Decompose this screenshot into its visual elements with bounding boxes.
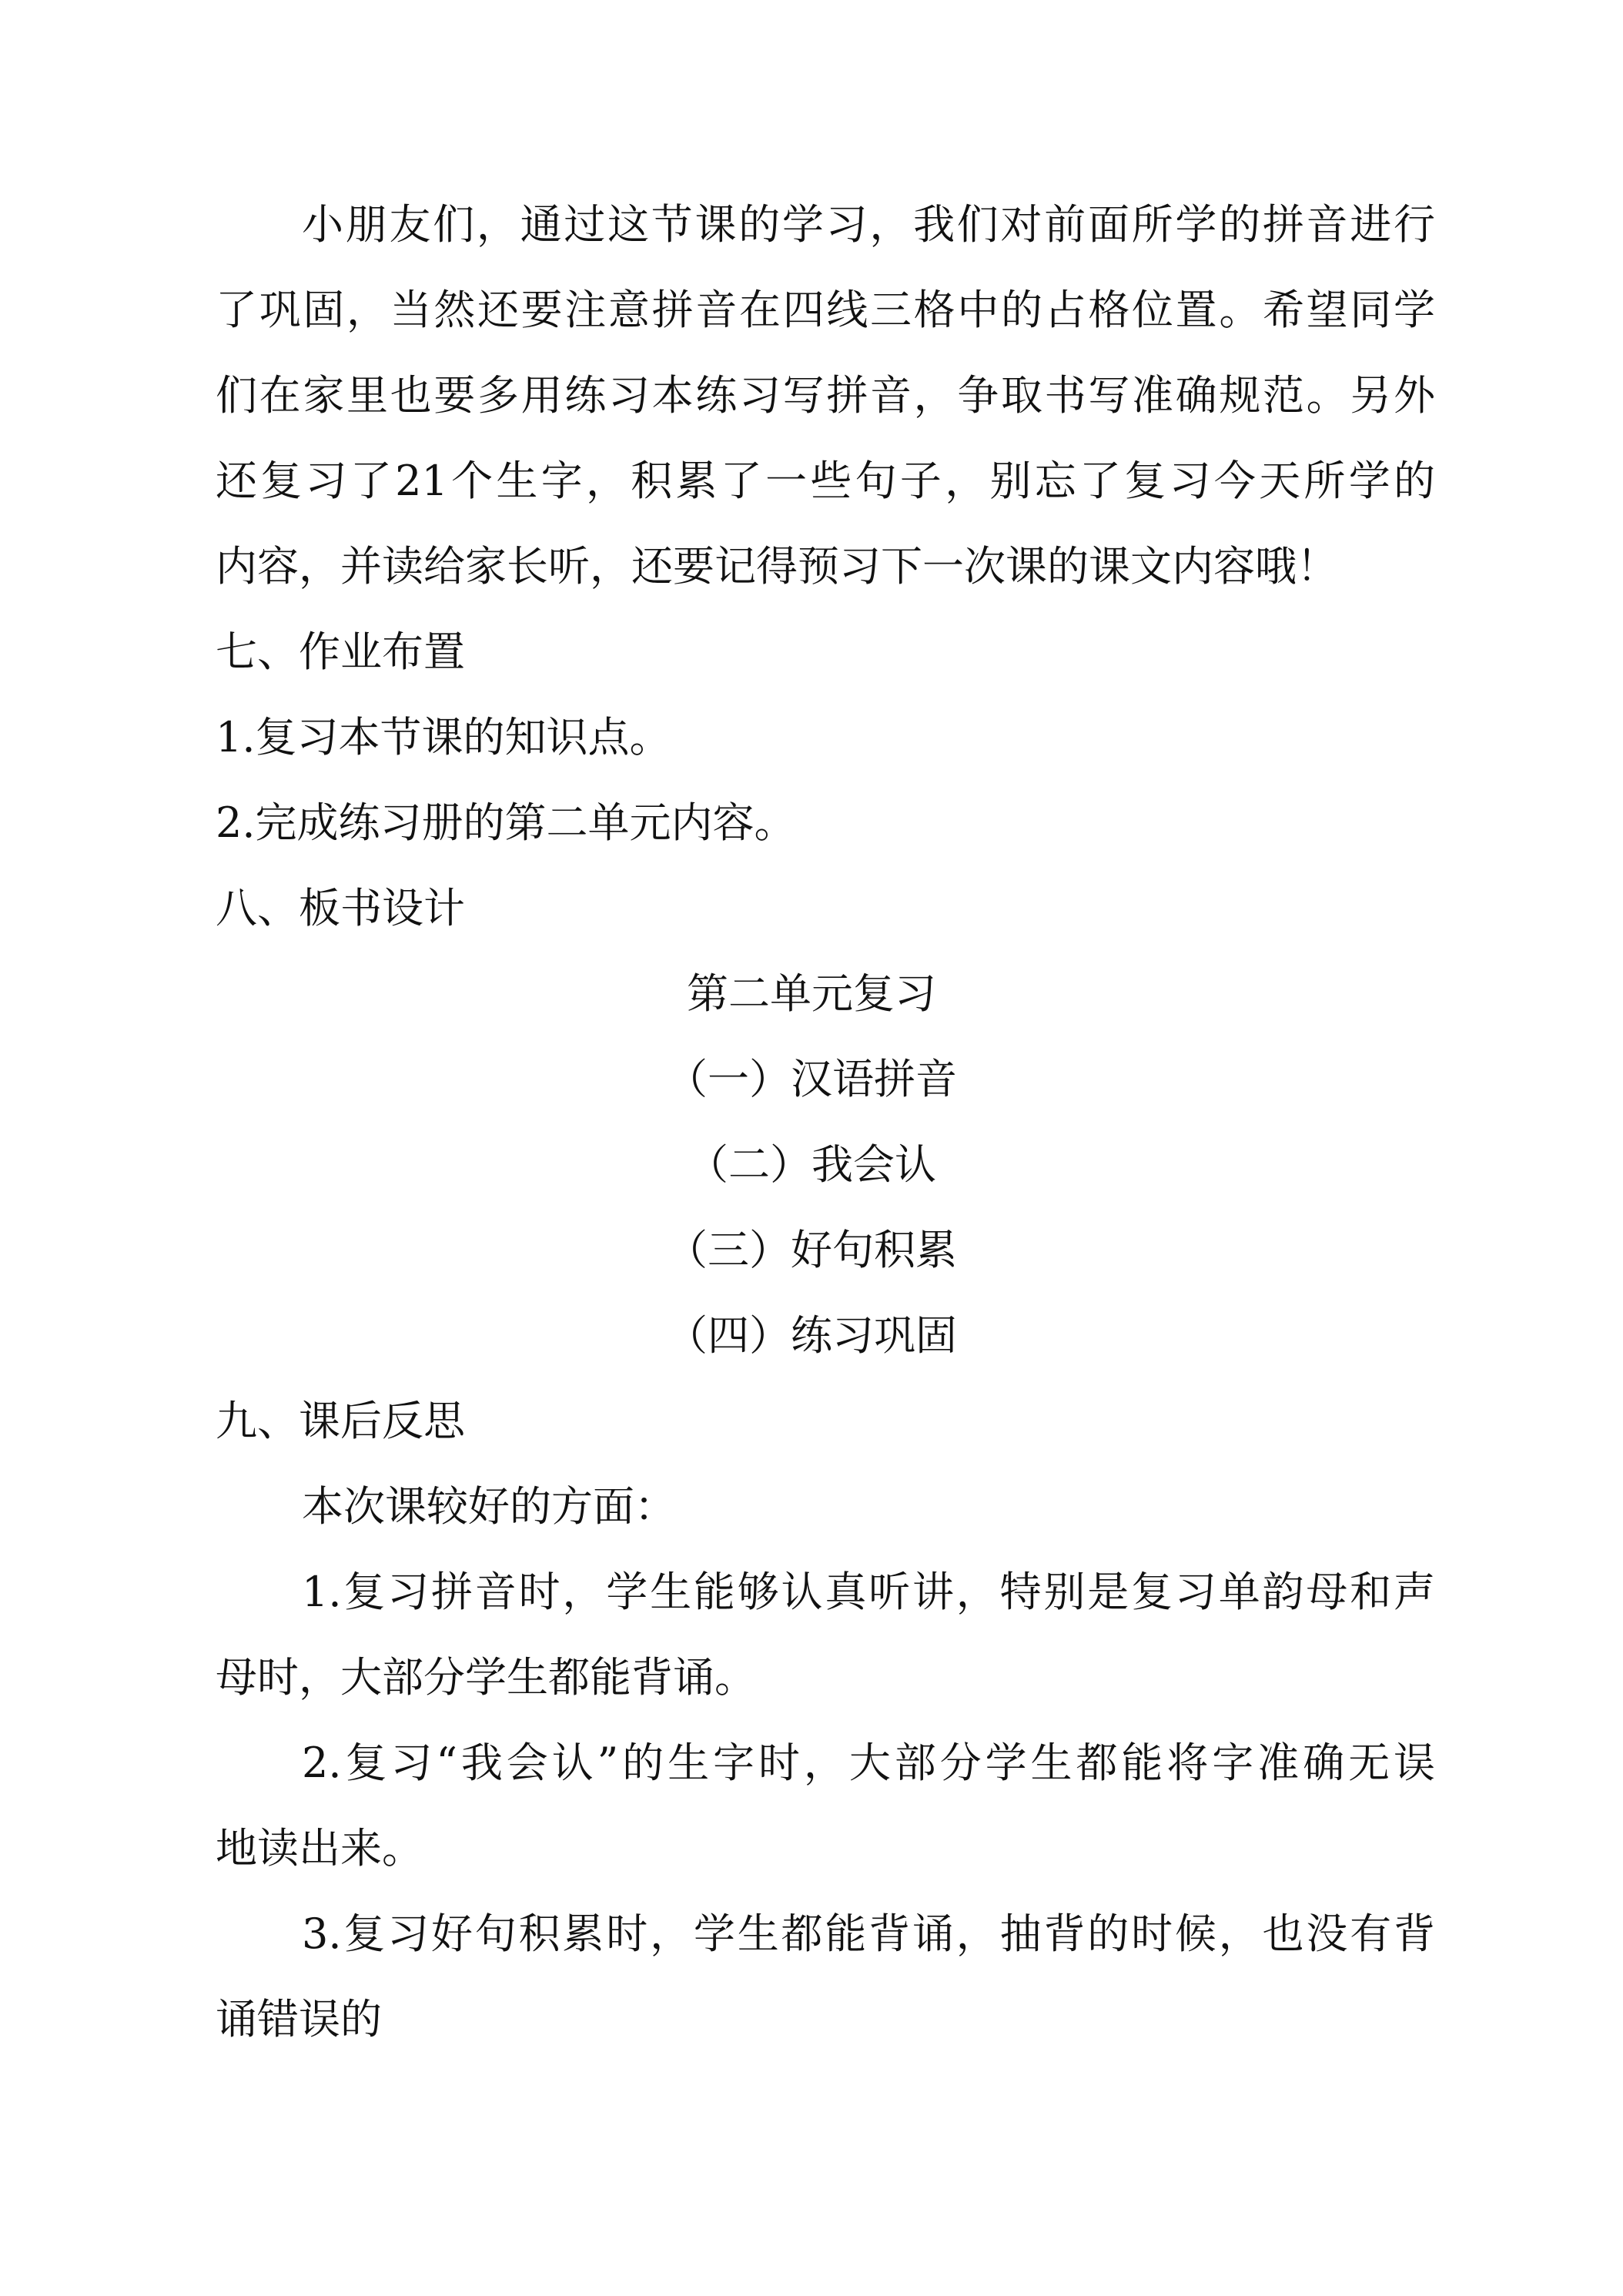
paragraph-line: 小朋友们，通过这节课的学习，我们对前面所学的拼音进行: [302, 200, 1435, 249]
paragraph-line: 还复习了21个生字，积累了一些句子，别忘了复习今天所学的: [216, 457, 1435, 505]
reflection-intro: 本次课较好的方面：: [302, 1482, 676, 1531]
blackboard-item: （一）汉语拼音: [666, 1055, 957, 1103]
paragraph-line: 内容，并读给家长听，还要记得预习下一次课的课文内容哦！: [216, 542, 1338, 591]
section-heading-homework: 七、作业布置: [216, 628, 465, 676]
blackboard-item: （二）我会认: [687, 1140, 936, 1189]
reflection-line: 诵错误的: [216, 1995, 382, 2043]
homework-item: 2.完成练习册的第二单元内容。: [216, 798, 796, 847]
section-heading-reflection: 九、课后反思: [216, 1397, 465, 1445]
reflection-line: 1.复习拼音时，学生能够认真听讲，特别是复习单韵母和声: [302, 1568, 1435, 1616]
paragraph-line: 们在家里也要多用练习本练习写拼音，争取书写准确规范。另外: [216, 371, 1435, 420]
blackboard-title: 第二单元复习: [687, 969, 936, 1018]
reflection-line: 3.复习好句积累时，学生都能背诵，抽背的时候，也没有背: [302, 1909, 1435, 1958]
reflection-line: 母时，大部分学生都能背诵。: [216, 1653, 756, 1702]
paragraph-line: 了巩固，当然还要注意拼音在四线三格中的占格位置。希望同学: [216, 286, 1435, 334]
homework-item: 1.复习本节课的知识点。: [216, 713, 671, 761]
reflection-line: 地读出来。: [216, 1824, 423, 1873]
section-heading-blackboard: 八、板书设计: [216, 884, 465, 932]
blackboard-item: （四）练习巩固: [666, 1311, 957, 1360]
blackboard-item: （三）好句积累: [666, 1226, 957, 1274]
reflection-line: 2.复习“我会认”的生字时，大部分学生都能将字准确无误: [302, 1739, 1435, 1787]
